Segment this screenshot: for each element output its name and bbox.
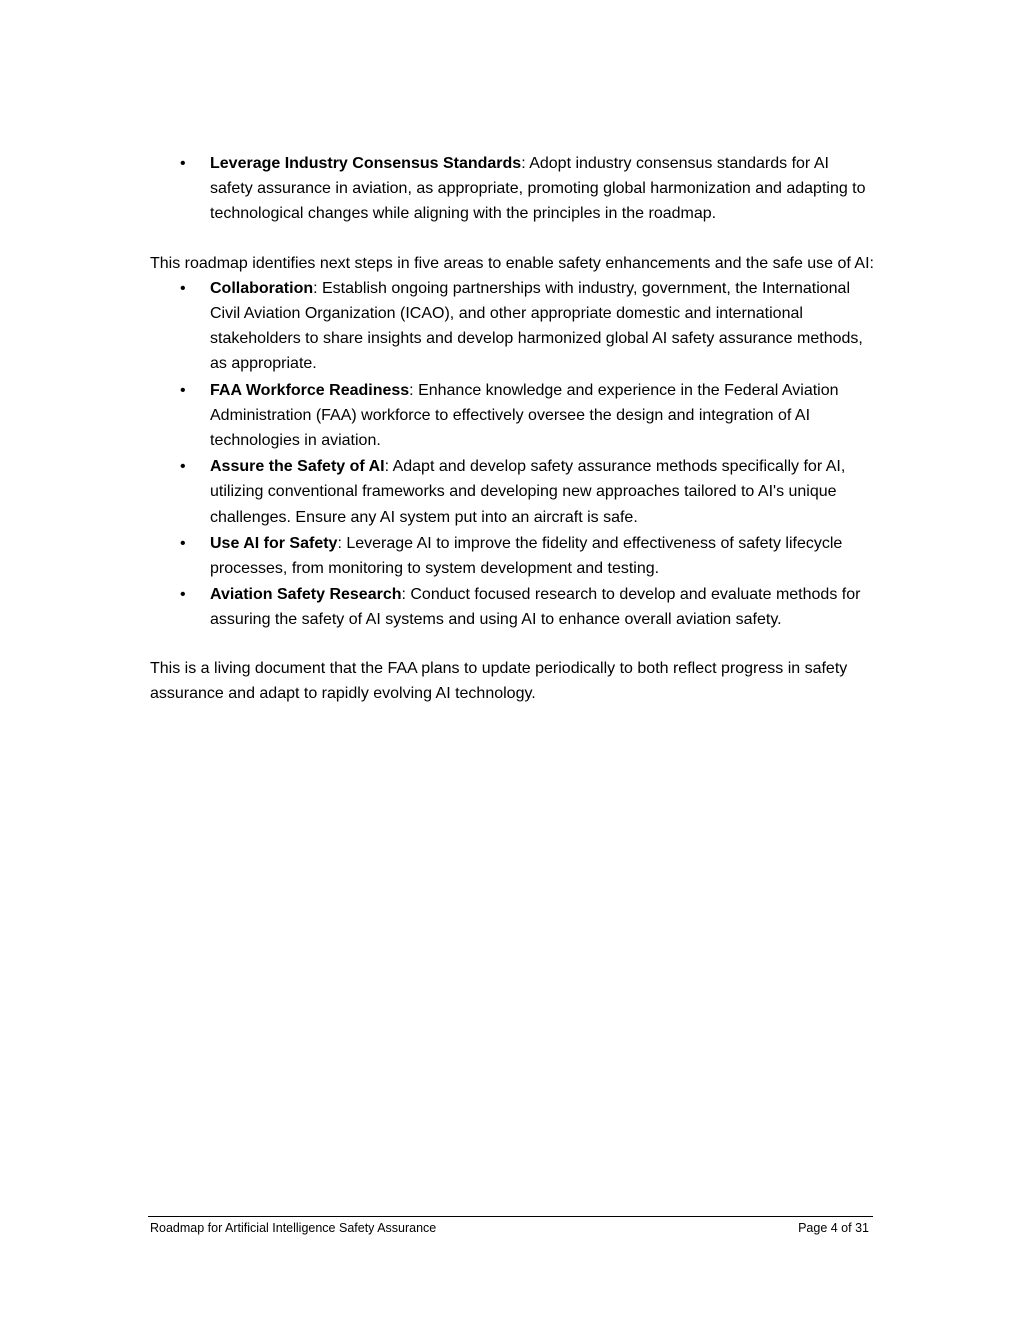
list-item-text — [210, 582, 875, 632]
list-item — [150, 151, 875, 227]
closing-paragraph: This is a living document that the FAA plans to update periodically to both reflect progress in safety assurance and adapt to rapidly evolving AI technology. — [150, 659, 848, 702]
list-item-text — [210, 454, 875, 530]
intro-paragraph: This roadmap identifies next steps in five areas to enable safety enhancements and the safe use of AI: — [150, 254, 874, 272]
list-item-title: Collaboration — [210, 279, 314, 297]
list-item-title: Use AI for Safety — [210, 534, 338, 552]
page-body — [150, 151, 875, 706]
list-item-title: FAA Workforce Readiness — [210, 381, 410, 399]
bullet-icon: • — [180, 279, 186, 297]
list-item-body: : Adopt industry consensus standards for AI safety assurance in aviation, as appropriate, promoting global harmonization and adapting to technological changes while aligning with the principles in the roadmap. — [210, 155, 866, 223]
list-item — [150, 378, 875, 454]
list-item — [150, 582, 875, 632]
list-item-body: : Conduct focused research to develop and evaluate methods for assuring the safety of AI systems and using AI to enhance overall aviation safety. — [210, 586, 861, 629]
principles-list — [150, 151, 875, 227]
bullet-icon: • — [180, 458, 186, 476]
footer-divider — [148, 1216, 873, 1217]
list-item — [150, 531, 875, 581]
list-item-body: : Enhance knowledge and experience in the Federal Aviation Administration (FAA) workforce to effectively oversee the design and integration of AI technologies in aviation. — [210, 381, 839, 450]
list-item-title: Assure the Safety of AI — [210, 458, 385, 476]
list-item-text — [210, 378, 875, 454]
bullet-icon: • — [180, 534, 186, 552]
list-item-text — [210, 276, 875, 377]
bullet-icon: • — [180, 586, 186, 604]
bullet-icon: • — [180, 155, 186, 172]
list-item-title: Leverage Industry Consensus Standards — [210, 155, 522, 172]
footer-document-title: Roadmap for Artificial Intelligence Safety Assurance — [150, 1221, 437, 1235]
list-item — [150, 454, 875, 530]
list-item-text — [210, 151, 875, 227]
focus-areas-list — [150, 276, 875, 633]
bullet-icon: • — [180, 381, 186, 399]
list-item-body: : Leverage AI to improve the fidelity and effectiveness of safety lifecycle processes, from monitoring to system development and testing. — [210, 534, 843, 578]
list-item-body: : Establish ongoing partnerships with industry, government, the International Civil Aviation Organization (ICAO), and other appropriate domestic and international stakeholders to share insights and develop harmonized global AI safety assurance methods, as appropriate. — [210, 279, 863, 373]
footer-page-number: Page 4 of 31 — [798, 1221, 869, 1235]
list-item-text — [210, 531, 875, 581]
list-item — [150, 276, 875, 377]
list-item-body: : Adapt and develop safety assurance methods specifically for AI, utilizing conventional frameworks and developing new approaches tailored to AI's unique challenges. Ensure any AI system put into an aircraft is safe. — [210, 458, 846, 526]
list-item-title: Aviation Safety Research — [210, 586, 402, 604]
